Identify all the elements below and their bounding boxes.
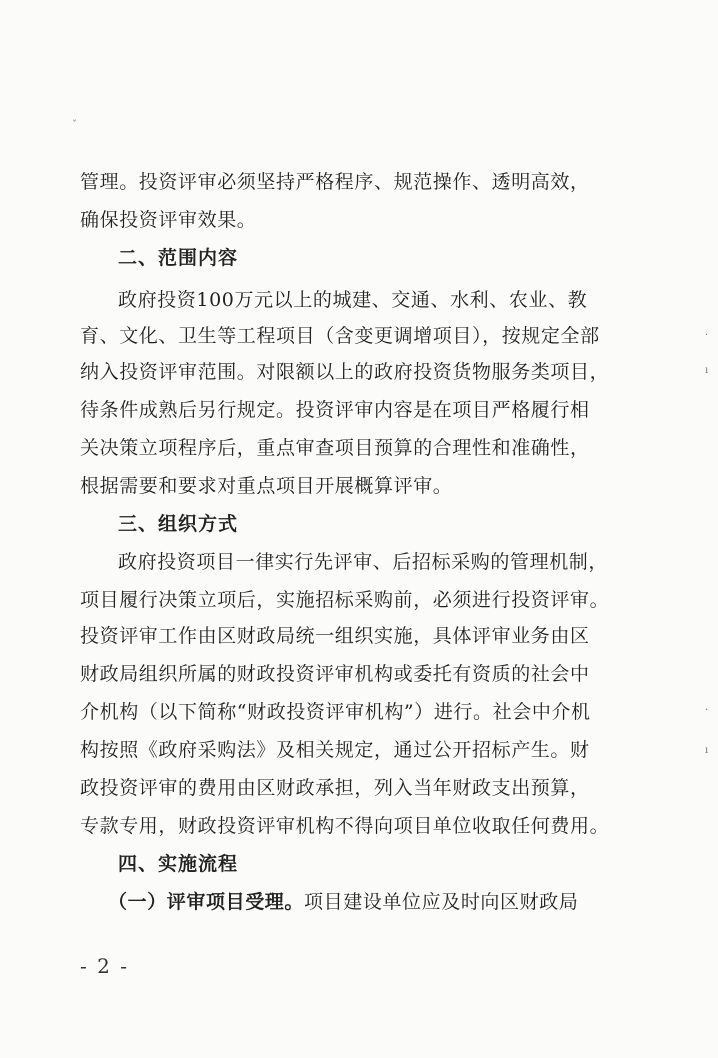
subsection-title: （一）评审项目受理。: [108, 891, 305, 913]
body-text-line: 财政局组织所属的财政投资评审机构或委托有资质的社会中: [80, 663, 590, 685]
section-heading: 四、实施流程: [118, 853, 239, 875]
section-heading: 二、范围内容: [118, 247, 239, 269]
section-heading: 三、组织方式: [118, 513, 239, 535]
body-text-line: 投资评审工作由区财政局统一组织实施，具体评审业务由区: [80, 625, 590, 647]
body-text-line: 构按照《政府采购法》及相关规定，通过公开招标产生。财: [80, 739, 590, 761]
body-text-line: 政府投资100万元以上的城建、交通、水利、农业、教: [118, 289, 588, 311]
body-text-line: 育、文化、卫生等工程项目（含变更调增项目），按规定全部: [80, 325, 600, 347]
scan-speck: ı: [705, 365, 709, 376]
subsection-text: 项目建设单位应及时向区财政局: [304, 891, 579, 913]
body-text-line: 政府投资项目一律实行先评审、后招标采购的管理机制，: [118, 551, 609, 573]
scan-speck: ·: [705, 330, 709, 341]
body-text-line: 纳入投资评审范围。对限额以上的政府投资货物服务类项目，: [80, 361, 610, 383]
body-text-line: 介机构（以下简称“财政投资评审机构”）进行。社会中介机: [80, 701, 591, 723]
body-text-line: 政投资评审的费用由区财政承担，列入当年财政支出预算，: [80, 777, 590, 799]
scan-speck: ˇ: [72, 120, 77, 131]
body-text-line: 关决策立项程序后，重点审查项目预算的合理性和准确性，: [80, 437, 590, 459]
scan-speck: ı: [705, 745, 709, 756]
page-number: - 2 -: [80, 954, 129, 978]
body-text-line: 待条件成熟后另行规定。投资评审内容是在项目严格履行相: [80, 399, 590, 421]
scan-speck: ·: [705, 705, 709, 716]
body-text-line: 根据需要和要求对重点项目开展概算评审。: [80, 475, 453, 497]
body-text-line: 专款专用，财政投资评审机构不得向项目单位收取任何费用。: [80, 815, 610, 837]
body-text-line: 确保投资评审效果。: [80, 209, 257, 231]
body-text-line: 项目履行决策立项后，实施招标采购前，必须进行投资评审。: [80, 589, 610, 611]
subsection-line: [108, 890, 578, 914]
body-text-line: 管理。投资评审必须坚持严格程序、规范操作、透明高效，: [80, 171, 590, 193]
